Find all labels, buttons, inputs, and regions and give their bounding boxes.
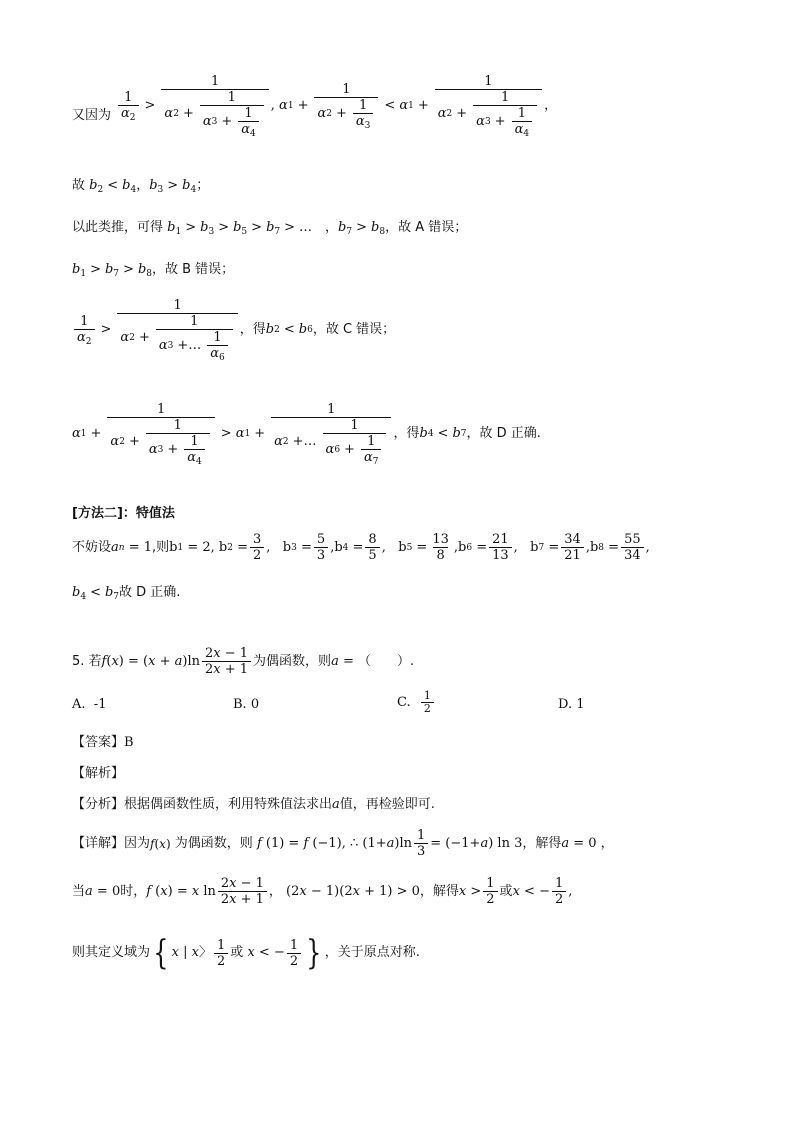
- line-4: $b_1 > b_7 > b_8$，故 B 错误；: [72, 262, 235, 279]
- line-6-suffix-a: ，得: [393, 425, 420, 441]
- option-c-label: C.: [397, 695, 411, 710]
- dang-line: 当 a = 0 时， f ( x ) = x ln $\frac{2x - 1}{2x + 1}$ ， (2 x − 1)(2 x + 1) > 0 ，解得 x > $\frac{1}{2}$ 或 x < − $\frac{1}{2}$ ,: [72, 876, 573, 907]
- xiangjie-1: 因为: [124, 835, 151, 851]
- formula-1: $\frac{1}{\alpha_2}$ > 1 α 2 + 1 α 3 + $\frac{1}{\alpha_4}$ , α 1 + 1 α 2 + $\frac{1}{\alpha_3}$ < α 1 + 1 α 2 + 1 α 3 + $\frac{1}{\alpha_4}$ ，: [116, 74, 557, 137]
- line-7-prefix: 不妨设: [72, 539, 112, 555]
- dang-text-2: 时，: [120, 883, 147, 899]
- option-a-label: A.: [72, 697, 86, 712]
- question-5: 5. 若 f ( x ) = ( x + a )ln $\frac{2x - 1}{2x + 1}$ 为偶函数，则 a = （ ）.: [72, 646, 415, 677]
- answer-value: B: [124, 735, 134, 750]
- domain-suffix: ，关于原点对称.: [324, 945, 420, 960]
- xiangjie-line: 【详解】 因为 f (x) 为偶函数，则 f (1) = f (−1), ∴ (1+ a )ln $\frac{1}{3}$ = (−1+ a ) ln 3 ，解得 a = 0 ，: [72, 828, 614, 859]
- fenxi-text: 根据偶函数性质，利用特殊值法求出: [124, 797, 333, 812]
- method-2-title: [方法二]：特值法: [72, 506, 175, 521]
- line-5-suffix-a: ，得: [239, 321, 266, 337]
- line-4-suffix: ，故 B 错误；: [152, 262, 235, 277]
- line-3-prefix: 以此类推，可得: [72, 220, 164, 235]
- line-8: $b_4 < b_7$故 D 正确.: [72, 585, 181, 602]
- line-6-suffix-b: ，故 D 正确.: [466, 425, 541, 441]
- fenxi-line: 【分析】根据偶函数性质，利用特殊值法求出a值，再检验即可.: [72, 797, 435, 812]
- answer-tag: 【答案】: [72, 735, 125, 750]
- line-5-suffix-b: ，故 C 错误；: [312, 321, 396, 337]
- line-2: 故 $b_2 < b_4$，$b_3 > b_4$；: [72, 178, 210, 195]
- option-c[interactable]: [397, 690, 436, 715]
- question-number: 5. 若: [72, 653, 102, 669]
- domain-line: 则其定义域为 { x | x 〉 $\frac{1}{2}$ 或 x < − $\frac{1}{2}$ } ，关于原点对称.: [72, 933, 420, 973]
- option-b-value: 0: [250, 697, 260, 712]
- analysis-tag: 【解析】: [72, 766, 125, 781]
- line-7-mid: ,则: [152, 539, 170, 555]
- option-d-label: D.: [558, 697, 573, 712]
- huo-text-1: 或: [499, 883, 513, 899]
- line-1-prefix: 又因为: [72, 108, 112, 123]
- option-c-value: $\frac{1}{2}$: [421, 690, 434, 715]
- option-b[interactable]: [233, 697, 259, 712]
- line-7: 不妨设 a n = 1 ,则 b 1 = 2, b 2 = $\frac{3}{2}$ , b 3 = $\frac{5}{3}$ ,b 4 = $\frac{8}{5}$ , b 5 = $\frac{13}{8}$ ,b 6 = $\frac{21}{13}$ , b 7 = $\frac{34}{21}$ ,b 8 = $\frac{55}{34}$ ,: [72, 532, 650, 563]
- line-6: [72, 402, 541, 465]
- option-d-value: 1: [576, 697, 585, 712]
- xiangjie-tag: 【详解】: [72, 835, 125, 851]
- option-a-value: -1: [93, 697, 107, 712]
- option-d[interactable]: [558, 697, 585, 712]
- formula-5: $\frac{1}{\alpha_2}$ > 1 α 2 + 1 α 3 +… $\frac{1}{\alpha_6}$ ，得 b 2 < b 6 ，故 C 错误；: [72, 298, 395, 361]
- question-tail: 为偶函数，则: [253, 653, 332, 669]
- fenxi-tail: 值，再检验即可.: [339, 797, 435, 812]
- option-b-label: B.: [233, 697, 247, 712]
- line-3: 以此类推，可得 $b_1 > b_3 > b_5 > b_7$ > … ，$b_7 > b_8$，故 A 错误；: [72, 220, 468, 237]
- fenxi-tag: 【分析】: [72, 797, 125, 812]
- line-5: [72, 298, 395, 361]
- domain-prefix: 则其定义域为: [72, 945, 151, 960]
- line-3-suffix: ，故 A 错误；: [385, 220, 468, 235]
- xiangjie-3: ，解得: [522, 835, 562, 851]
- xiangjie-2: 为偶函数，则: [174, 835, 253, 851]
- formula-6: α 1 + 1 α 2 + 1 α 3 + $\frac{1}{\alpha_4}$ > α 1 + 1 α 2 +… 1 α 6 + $\frac{1}{\alpha_7}$ ，得 b 4 < b 7 ，故 D 正确.: [72, 402, 541, 467]
- jiede-text: ，解得: [419, 883, 459, 899]
- huo-text-2: 或: [230, 945, 244, 960]
- line-8-suffix: 故 D 正确.: [119, 585, 181, 600]
- line-2-text: 故: [72, 178, 86, 193]
- option-a[interactable]: [72, 697, 106, 712]
- answer-line: [72, 735, 134, 751]
- question-blank: （ ）.: [358, 653, 415, 669]
- dang-text: 当: [72, 883, 86, 899]
